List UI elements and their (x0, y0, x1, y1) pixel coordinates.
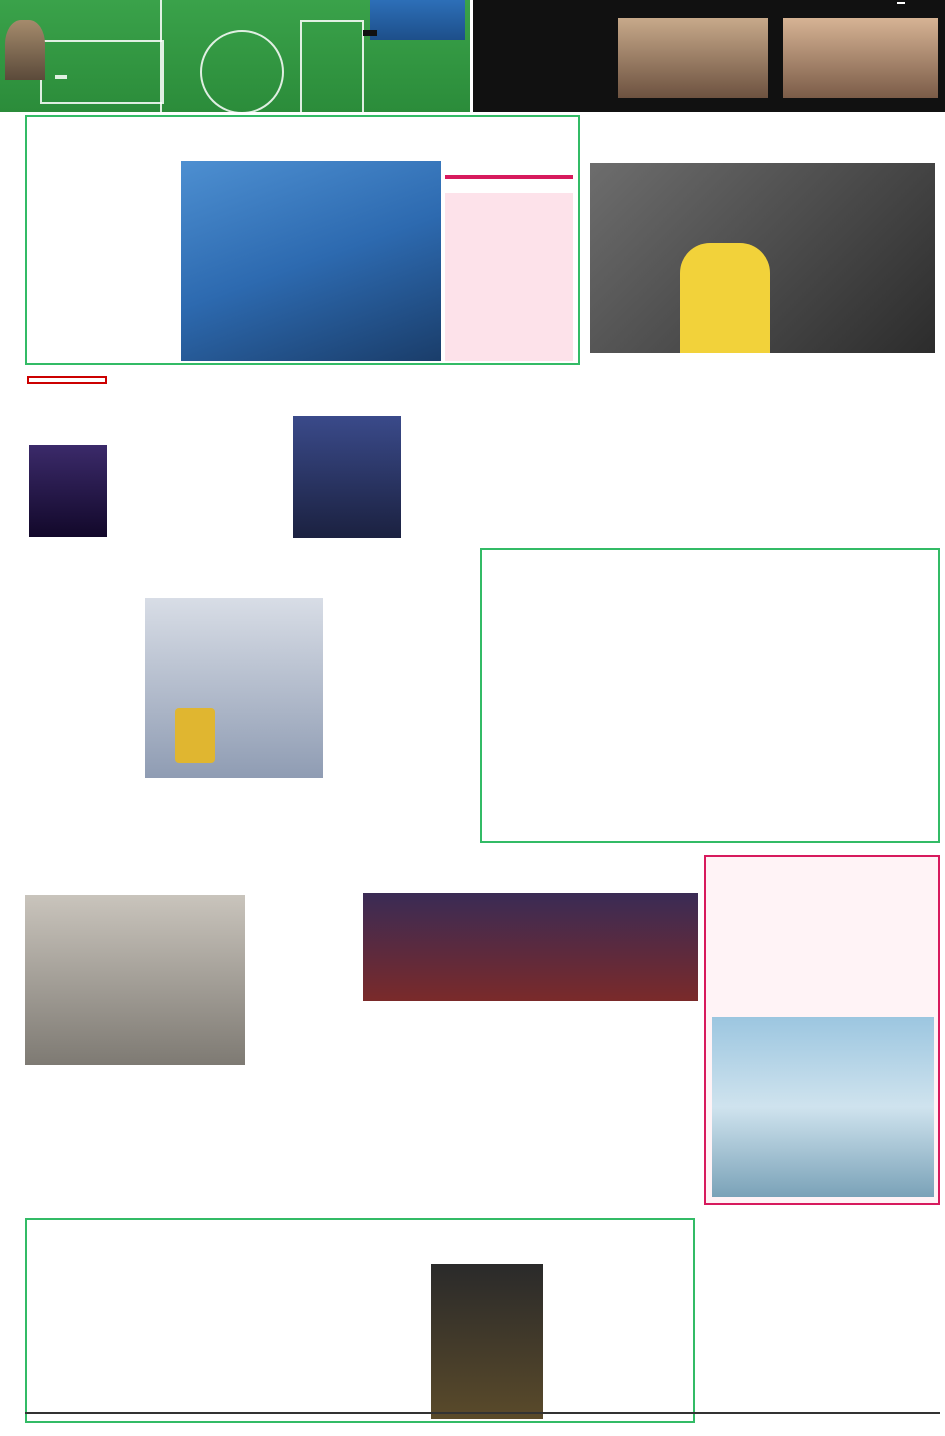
film-header-banner (473, 0, 945, 112)
ira-article (25, 855, 360, 1205)
audio-release-photo (363, 893, 698, 1001)
srk-award-photo (431, 1264, 543, 1419)
odia-film-article (363, 855, 698, 1205)
saina-body (327, 590, 473, 780)
hockey-squad-list (445, 193, 573, 361)
bipasha-body-cont (704, 1218, 940, 1423)
odia-film-body (363, 1005, 698, 1200)
cricket-comp-body (486, 590, 934, 840)
adams-article (113, 370, 580, 540)
adams-body-cont (405, 414, 580, 538)
bipasha-body (712, 937, 934, 1013)
ipl-article (25, 370, 110, 840)
nepal-body (590, 357, 935, 542)
hockey-body (31, 161, 179, 361)
footer-divider (25, 1412, 940, 1414)
issue-date (55, 75, 67, 79)
bipasha-photo (712, 1017, 934, 1197)
srk-article (25, 1218, 695, 1423)
footer (0, 1425, 945, 1436)
sports-section-title (363, 30, 377, 36)
sports-header-banner (0, 0, 470, 112)
saina-article (113, 550, 475, 840)
hockey-team-photo (181, 161, 441, 361)
saina-photo (145, 598, 323, 778)
hockey-article (25, 115, 580, 365)
ira-body-bottom (25, 1070, 360, 1202)
ira-wedding-photo (25, 895, 245, 1065)
srk-body-left (31, 1264, 426, 1419)
indian-team-tag (445, 175, 573, 179)
actress-photo-2 (783, 18, 938, 98)
srk-body-right (547, 1264, 693, 1419)
cricket-comp-article (480, 548, 940, 843)
actress-photo-1 (618, 18, 768, 98)
ipl-tag (27, 376, 107, 384)
lamichhane-photo (590, 163, 935, 353)
nepal-article (585, 115, 940, 545)
ipl-body (27, 542, 107, 832)
player-image (5, 20, 45, 80)
adams-body (113, 414, 288, 538)
cricketer-image (370, 0, 465, 40)
saina-body-bottom (113, 782, 475, 838)
ira-body (249, 891, 359, 1066)
bipasha-article (704, 855, 940, 1205)
ipl-trophy-image (29, 445, 107, 537)
masthead-logo (897, 2, 905, 4)
adams-photo (293, 416, 401, 538)
